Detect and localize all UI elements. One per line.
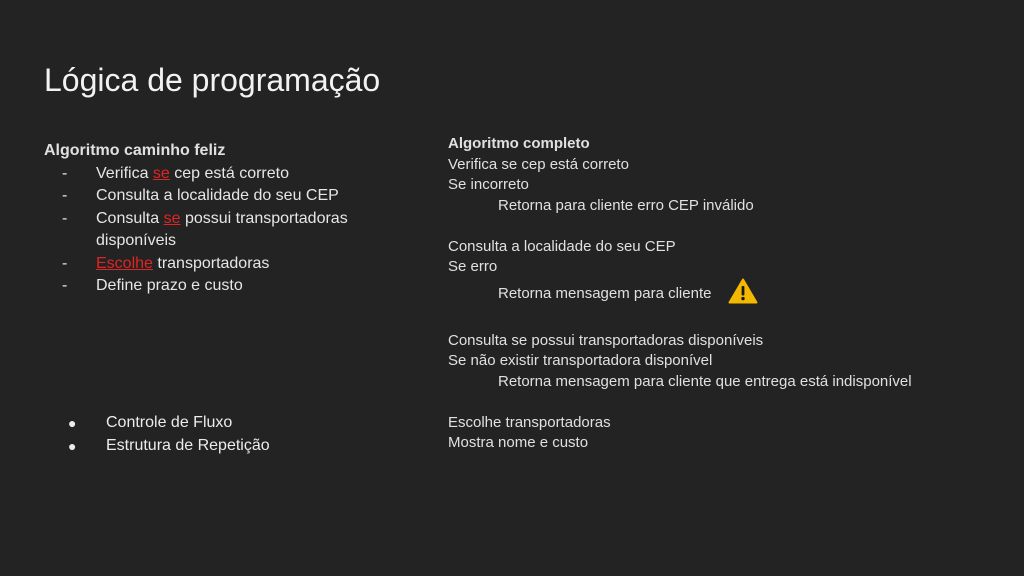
list-item-text: transportadoras xyxy=(152,254,270,272)
list-dash: - xyxy=(62,254,68,272)
algorithm-line: Se incorreto xyxy=(448,176,529,193)
list-item xyxy=(44,253,424,276)
list-item-text: possui transportadoras xyxy=(180,209,348,227)
algorithm-line: Retorna mensagem para cliente que entrega está indisponível xyxy=(498,372,912,390)
list-item xyxy=(44,185,424,208)
list-dash: - xyxy=(62,164,68,182)
spacer xyxy=(448,310,1008,331)
list-item-text: cep está correto xyxy=(169,164,289,182)
concept-label: Estrutura de Repetição xyxy=(106,436,270,454)
list-item-text: Verifica xyxy=(96,164,153,182)
algorithm-line: Escolhe transportadoras xyxy=(448,413,611,431)
list-item-text: Consulta xyxy=(96,209,164,227)
algorithm-line: Retorna para cliente erro CEP inválido xyxy=(498,196,754,214)
bullet-icon: ● xyxy=(68,437,77,454)
algorithm-line: Verifica se cep está correto xyxy=(448,155,629,173)
full-algorithm-section xyxy=(448,134,1008,454)
list-dash: - xyxy=(62,277,68,294)
algorithm-line: Se erro xyxy=(448,258,498,275)
list-item xyxy=(44,163,424,186)
list-item xyxy=(44,208,424,253)
highlight-link[interactable]: se xyxy=(163,209,181,227)
algorithm-line-text: Retorna mensagem para cliente xyxy=(498,284,712,302)
list-dash: - xyxy=(62,187,68,204)
full-algorithm-heading: Algoritmo completo xyxy=(448,135,590,152)
happy-path-list xyxy=(44,163,424,298)
spacer xyxy=(448,216,1008,237)
list-item-text: disponíveis xyxy=(96,232,177,249)
bullet-icon: ● xyxy=(68,415,77,431)
happy-path-section xyxy=(44,140,424,298)
list-item xyxy=(68,412,270,435)
list-item xyxy=(68,435,270,458)
algorithm-line: Consulta se possui transportadoras disponíveis xyxy=(448,331,764,349)
list-item-text: Define prazo e custo xyxy=(96,277,243,294)
algorithm-line: Mostra nome e custo xyxy=(448,434,589,451)
algorithm-line: Consulta a localidade do seu CEP xyxy=(448,237,676,255)
highlight-link[interactable]: se xyxy=(152,164,170,182)
spacer xyxy=(448,392,1008,413)
list-item xyxy=(44,275,424,298)
list-item-text: Consulta a localidade do seu CEP xyxy=(96,187,339,204)
slide-title: Lógica de programação xyxy=(44,62,381,98)
algorithm-line-with-warning xyxy=(448,278,1008,311)
highlight-link[interactable]: Escolhe xyxy=(96,254,153,272)
concepts-list xyxy=(68,412,270,457)
warning-icon xyxy=(728,278,758,311)
concept-label: Controle de Fluxo xyxy=(106,414,233,431)
list-dash: - xyxy=(62,209,68,227)
algorithm-line: Se não existir transportadora disponível xyxy=(448,352,713,369)
happy-path-heading: Algoritmo caminho feliz xyxy=(44,142,226,159)
